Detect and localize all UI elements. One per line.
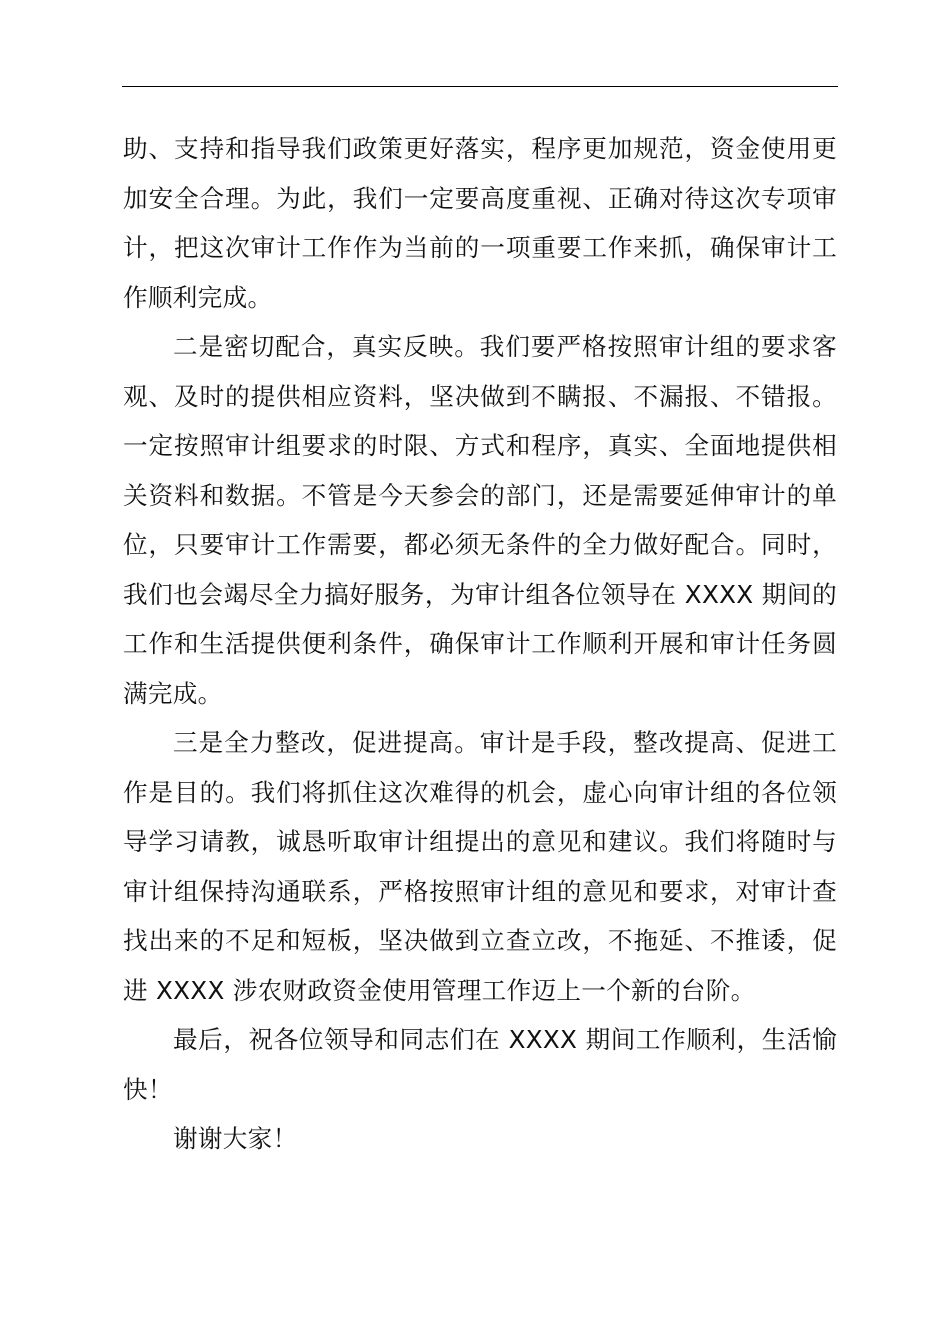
paragraph-closing-wishes: 最后，祝各位领导和同志们在 XXXX 期间工作顺利，生活愉快！ [123, 1025, 837, 1104]
paragraph-continuation: 助、支持和指导我们政策更好落实，程序更加规范，资金使用更加安全合理。为此，我们一定要高度重视、正确对待这次专项审计，把这次审计工作作为当前的一项重要工作来抓，确保审计工作顺利完成。 [123, 134, 837, 312]
document-body [123, 124, 837, 1164]
paragraph-cooperation: 二是密切配合，真实反映。我们要严格按照审计组的要求客观、及时的提供相应资料，坚决做到不瞒报、不漏报、不错报。一定按照审计组要求的时限、方式和程序，真实、全面地提供相关资料和数据。不管是今天参会的部门，还是需要延伸审计的单位，只要审计工作需要，都必须无条件的全力做好配合。同时，我们也会竭尽全力搞好服务，为审计组各位领导在 XXXX 期间的工作和生活提供便利条件，确保审计工作顺利开展和审计任务圆满完成。 [123, 332, 837, 708]
paragraph-rectification: 三是全力整改，促进提高。审计是手段，整改提高、促进工作是目的。我们将抓住这次难得的机会，虚心向审计组的各位领导学习请教，诚恳听取审计组提出的意见和建议。我们将随时与审计组保持沟通联系，严格按照审计组的意见和要求，对审计查找出来的不足和短板，坚决做到立查立改，不拖延、不推诿，促进 XXXX 涉农财政资金使用管理工作迈上一个新的台阶。 [123, 728, 837, 1005]
header-rule [122, 86, 838, 87]
paragraph-thanks: 谢谢大家！ [173, 1124, 298, 1153]
